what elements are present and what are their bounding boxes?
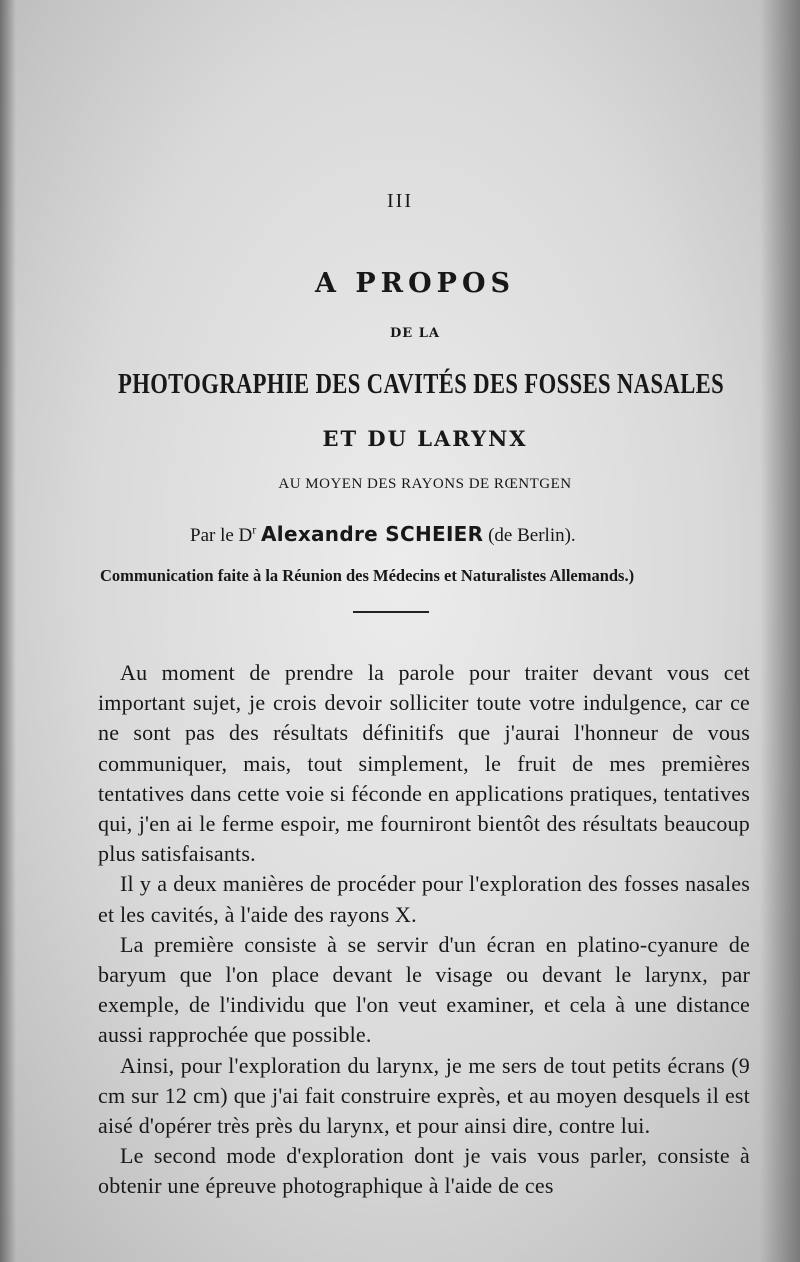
title-larynx: ET DU LARYNX [322, 426, 528, 451]
author-name: Alexandre SCHEIER [261, 522, 484, 546]
paragraph: Au moment de prendre la parole pour traiter devant vous cet important sujet, je crois devoir solliciter toute votre indulgence, car ce ne sont pas des résultats définitifs que j'aurai l'honneur de vous communiquer, mais, tout simplement, le fruit de mes premières tentatives dans cette voie si féconde en applications pratiques, tentatives qui, j'en ai le ferme espoir, me fourniront bientôt des résultats beaucoup plus satisfaisants. [98, 660, 750, 867]
byline [190, 522, 576, 547]
byline-title-sup: r [252, 522, 257, 537]
author-origin: (de Berlin). [488, 525, 576, 546]
paragraph: Ainsi, pour l'exploration du larynx, je me sers de tout petits écrans (9 cm sur 12 cm) que j'ai fait construire exprès, et au moyen desquels il est aisé d'opérer très près du larynx, et pour ainsi dire, contre lui. [98, 1052, 750, 1139]
title-a-propos: A PROPOS [315, 268, 515, 299]
paragraph: Il y a deux manières de procéder pour l'exploration des fosses nasales et les cavités, à l'aide des rayons X. [98, 871, 750, 927]
title-subtitle: AU MOYEN DES RAYONS DE RŒNTGEN [278, 476, 572, 492]
separator-rule [353, 611, 429, 613]
section-number: III [387, 190, 413, 212]
title-de-la: DE LA [390, 326, 440, 341]
paragraph: La première consiste à se servir d'un écran en platino-cyanure de baryum que l'on place devant le visage ou devant le larynx, par exemple, de l'individu que l'on veut examiner, et cela à une distance aussi rapprochée que possible. [98, 931, 750, 1048]
byline-title: Par le D [190, 525, 253, 546]
article-title: PHOTOGRAPHIE DES CAVITÉS DES FOSSES NASALES [118, 368, 725, 400]
body-text [98, 658, 750, 1202]
paragraph: Le second mode d'exploration dont je vais vous parler, consiste à obtenir une épreuve photographique à l'aide de ces [98, 1143, 750, 1199]
communication-note: Communication faite à la Réunion des Médecins et Naturalistes Allemands.) [100, 566, 635, 585]
